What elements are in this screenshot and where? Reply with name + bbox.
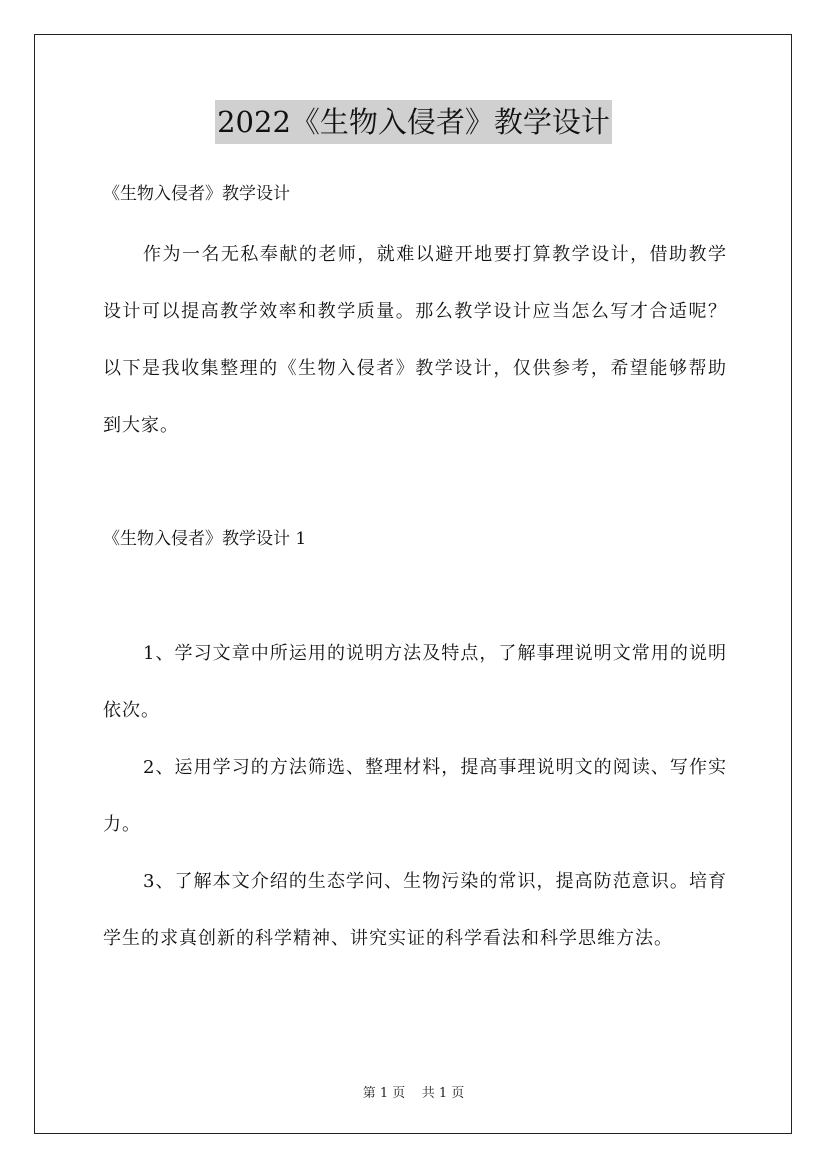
document-title-text: 2022《生物入侵者》教学设计 <box>215 100 612 144</box>
document-subtitle: 《生物入侵者》教学设计 <box>103 184 290 204</box>
objective-item: 1、学习文章中所运用的说明方法及特点，了解事理说明文常用的说明依次。 <box>103 643 727 721</box>
document-title <box>0 100 827 144</box>
intro-paragraph: 作为一名无私奉献的老师，就难以避开地要打算教学设计，借助教学设计可以提高教学效率和教学质量。那么教学设计应当怎么写才合适呢？以下是我收集整理的《生物入侵者》教学设计，仅供参考，希望能够帮助到大家。 <box>103 244 727 436</box>
page-footer <box>0 1082 827 1101</box>
objective-item: 2、运用学习的方法筛选、整理材料，提高事理说明文的阅读、写作实力。 <box>103 757 727 835</box>
page-total: 共 1 页 <box>421 1086 465 1101</box>
objective-item: 3、了解本文介绍的生态学问、生物污染的常识，提高防范意识。培育学生的求真创新的科学精神、讲究实证的科学看法和科学思维方法。 <box>103 871 727 949</box>
objectives-list <box>103 625 727 967</box>
page-number: 第 1 页 <box>362 1086 406 1101</box>
section-heading: 《生物入侵者》教学设计 1 <box>103 529 307 549</box>
document-body <box>103 175 727 967</box>
